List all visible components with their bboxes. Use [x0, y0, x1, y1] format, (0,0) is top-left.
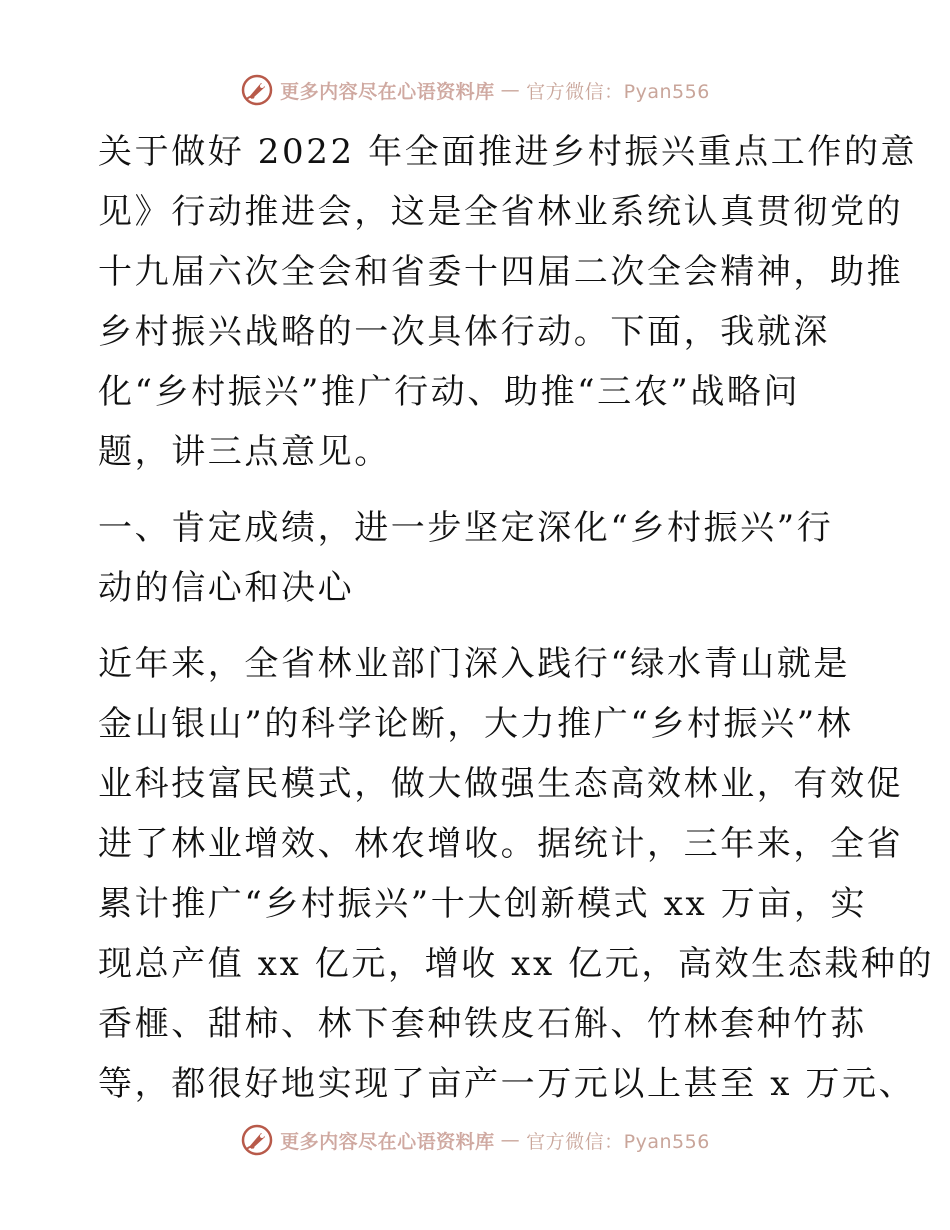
text-line: 化“乡村振兴”推广行动、助推“三农”战略问 [98, 372, 801, 412]
watermark-text: 更多内容尽在心语资料库 [280, 80, 495, 103]
text-line: 题，讲三点意见。 [98, 432, 391, 472]
pen-nib-seal-icon [240, 73, 274, 107]
text-line: 近年来，全省林业部门深入践行“绿水青山就是 [98, 644, 850, 684]
text-line: 进了林业增效、林农增收。据统计，三年来，全省 [98, 824, 904, 864]
text-line: 现总产值 xx 亿元，增收 xx 亿元，高效生态栽种的 [98, 944, 935, 984]
text-line: 等，都很好地实现了亩产一万元以上甚至 x 万元、 [98, 1064, 916, 1104]
paragraph-intro [98, 122, 918, 482]
document-body [98, 122, 935, 1114]
text-line: 累计推广“乡村振兴”十大创新模式 xx 万亩，实 [98, 884, 868, 924]
watermark-wechat: 官方微信：Pyan556 [526, 80, 710, 103]
pen-nib-seal-icon [240, 1123, 274, 1157]
text-line: 十九届六次全会和省委十四届二次全会精神，助推 [98, 252, 904, 292]
watermark-text: 更多内容尽在心语资料库 [280, 1130, 495, 1153]
section-heading-1 [98, 498, 850, 618]
header-watermark [0, 70, 950, 110]
heading-line: 一、肯定成绩，进一步坚定深化“乡村振兴”行 [98, 508, 834, 548]
text-line: 见》行动推进会，这是全省林业系统认真贯彻党的 [98, 192, 904, 232]
watermark-dash: — [500, 79, 521, 101]
footer-watermark [0, 1120, 950, 1160]
text-line: 乡村振兴战略的一次具体行动。下面，我就深 [98, 312, 830, 352]
text-line: 香榧、甜柿、林下套种铁皮石斛、竹林套种竹荪 [98, 1004, 867, 1044]
text-line: 金山银山”的科学论断，大力推广“乡村振兴”林 [98, 704, 854, 744]
paragraph-achievements [98, 634, 935, 1114]
text-line: 业科技富民模式，做大做强生态高效林业，有效促 [98, 764, 904, 804]
watermark-dash: — [500, 1129, 521, 1151]
watermark-wechat: 官方微信：Pyan556 [526, 1130, 710, 1153]
heading-line: 动的信心和决心 [98, 568, 355, 608]
text-line: 关于做好 2022 年全面推进乡村振兴重点工作的意 [98, 132, 918, 172]
